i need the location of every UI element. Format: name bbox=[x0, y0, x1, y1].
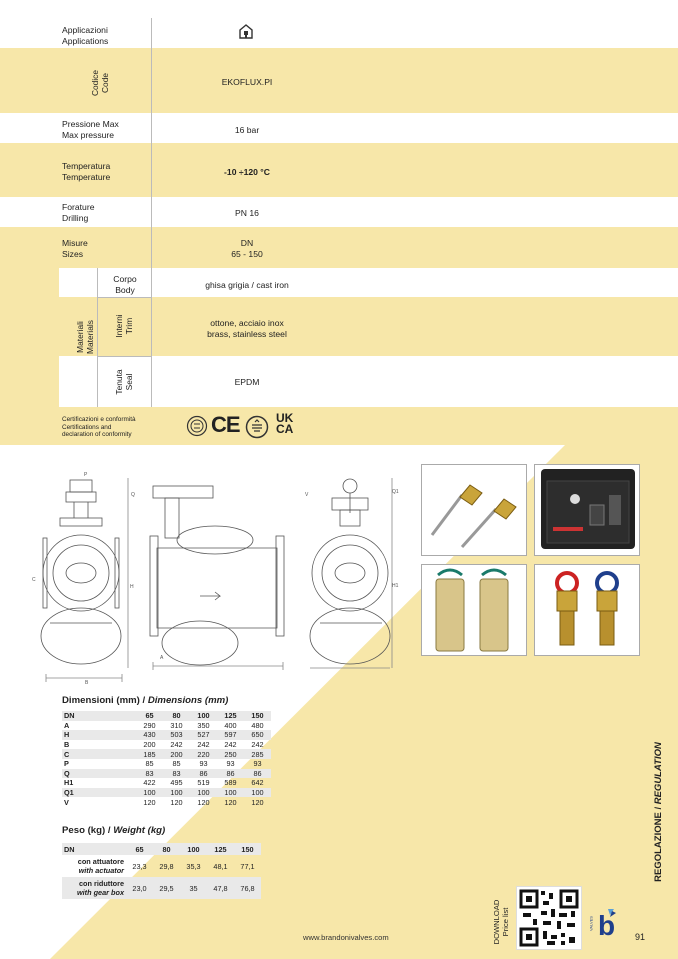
dimensions-row bbox=[62, 778, 271, 788]
dim-label-p: P bbox=[84, 472, 88, 478]
dimensions-cell: 519 bbox=[197, 778, 210, 788]
body-value: ghisa grigia / cast iron bbox=[205, 280, 289, 290]
dimensions-cell: 93 bbox=[199, 759, 208, 769]
page-number: 91 bbox=[635, 932, 646, 942]
dimensions-cell: 83 bbox=[163, 769, 190, 779]
weight-cell: 76,8 bbox=[234, 877, 261, 899]
photo-test-probes bbox=[421, 464, 527, 556]
dimensions-cell: 100 bbox=[244, 788, 271, 798]
dimensions-row bbox=[62, 769, 271, 779]
applications-label: Applicazioni Applications bbox=[62, 25, 109, 46]
qr-code-link[interactable] bbox=[516, 886, 582, 950]
dimensions-cell: 495 bbox=[170, 778, 183, 788]
weight-row-gearbox bbox=[62, 877, 261, 899]
drilling-label: Forature Drilling bbox=[62, 202, 95, 223]
brand-logo-text: VALVES bbox=[588, 916, 594, 931]
dimensions-cell: 100 bbox=[163, 788, 190, 798]
dimensions-cell: 185 bbox=[136, 749, 163, 759]
sizes-label: Misure Sizes bbox=[62, 238, 88, 259]
weight-row-label: con attuatore with actuator bbox=[77, 857, 124, 875]
weight-cell: 23,0 bbox=[126, 877, 153, 899]
trim-value: ottone, acciaio inox brass, stainless steel bbox=[207, 318, 287, 339]
valve-technical-drawing bbox=[40, 468, 405, 688]
weight-header-cell: DN bbox=[62, 843, 126, 855]
dimensions-cell: 480 bbox=[251, 720, 264, 730]
weight-cell: 29,8 bbox=[159, 861, 174, 871]
max-pressure-value: 16 bar bbox=[234, 125, 260, 135]
dimensions-row bbox=[62, 749, 271, 759]
dimensions-cell: 527 bbox=[190, 730, 217, 740]
dimensions-cell: 220 bbox=[190, 749, 217, 759]
photo-test-kit-case bbox=[534, 464, 640, 556]
dimensions-cell: 100 bbox=[136, 788, 163, 798]
qr-code-icon bbox=[517, 887, 581, 949]
dim-label-b: B bbox=[85, 680, 89, 686]
building-icon bbox=[238, 23, 254, 39]
dimensions-cell: 85 bbox=[172, 759, 181, 769]
dimensions-cell: 100 bbox=[190, 788, 217, 798]
weight-cell: 47,8 bbox=[207, 877, 234, 899]
dimensions-row bbox=[62, 797, 271, 807]
dimensions-cell: 200 bbox=[143, 740, 156, 750]
dimensions-cell: 503 bbox=[163, 730, 190, 740]
dimensions-cell: 120 bbox=[224, 797, 237, 807]
dimensions-table bbox=[62, 711, 271, 807]
dimensions-cell: 430 bbox=[136, 730, 163, 740]
weight-row-label: con riduttore with gear box bbox=[62, 877, 126, 899]
dimensions-header-cell: 65 bbox=[136, 711, 163, 721]
dim-label-a: A bbox=[160, 655, 164, 661]
seal-label: Tenuta Seal bbox=[114, 369, 134, 395]
dimensions-row bbox=[62, 740, 271, 750]
dimensions-cell: 120 bbox=[251, 797, 264, 807]
dimensions-cell: 242 bbox=[251, 740, 264, 750]
dim-label-q: Q bbox=[131, 492, 135, 498]
dimensions-title: Dimensioni (mm) / Dimensions (mm) bbox=[62, 695, 229, 706]
dimensions-cell: 86 bbox=[244, 769, 271, 779]
weight-header-row bbox=[62, 843, 261, 855]
dimensions-cell: 242 bbox=[197, 740, 210, 750]
dimensions-header-cell: 80 bbox=[163, 711, 190, 721]
certifications-label: Certificazioni e conformità Certifications and declaration of conformity bbox=[62, 416, 136, 439]
dimensions-header-cell: 100 bbox=[190, 711, 217, 721]
dimensions-cell: 250 bbox=[217, 749, 244, 759]
code-label: Codice Code bbox=[90, 69, 110, 97]
max-pressure-label: Pressione Max Max pressure bbox=[62, 119, 119, 140]
weight-cell: 77,1 bbox=[240, 861, 255, 871]
dimensions-cell: 589 bbox=[224, 778, 237, 788]
dimensions-cell: 642 bbox=[251, 778, 264, 788]
dimensions-header-row bbox=[62, 711, 271, 721]
dimensions-cell: A bbox=[64, 720, 70, 730]
weight-header-cell: 65 bbox=[126, 843, 153, 855]
weight-row-actuator bbox=[62, 855, 261, 877]
dimensions-cell: 200 bbox=[163, 749, 190, 759]
dim-label-v: V bbox=[305, 492, 309, 498]
quality-mark-icon bbox=[186, 415, 208, 437]
dimensions-cell: H bbox=[62, 730, 136, 740]
weight-header-cell: 80 bbox=[153, 843, 180, 855]
dimensions-cell: 120 bbox=[197, 797, 210, 807]
dimensions-cell: 400 bbox=[224, 720, 237, 730]
dimensions-cell: 86 bbox=[217, 769, 244, 779]
weight-cell: 35,3 bbox=[186, 861, 201, 871]
materials-label: Materiali Materials bbox=[75, 320, 95, 354]
dimensions-header-cell: DN bbox=[62, 711, 136, 721]
ukca-mark: UK CA bbox=[276, 411, 294, 436]
weight-cell: 29,5 bbox=[153, 877, 180, 899]
dimensions-cell: 310 bbox=[170, 720, 183, 730]
weight-cell: 35 bbox=[180, 877, 207, 899]
dimensions-cell: 290 bbox=[143, 720, 156, 730]
photo-test-points bbox=[534, 564, 640, 656]
wras-mark-icon bbox=[245, 415, 269, 439]
dimensions-row bbox=[62, 721, 271, 731]
ce-mark: CE bbox=[211, 412, 240, 437]
weight-table bbox=[62, 843, 261, 899]
temperature-value: -10 ÷120 °C bbox=[224, 167, 270, 177]
dimensions-cell: 242 bbox=[170, 740, 183, 750]
dimensions-cell: 93 bbox=[253, 759, 262, 769]
dimensions-cell: P bbox=[64, 759, 69, 769]
dim-label-h: H bbox=[130, 584, 134, 590]
weight-header-cell: 125 bbox=[207, 843, 234, 855]
code-value: EKOFLUX.PI bbox=[221, 77, 273, 87]
website-link[interactable]: www.brandonivalves.com bbox=[303, 933, 389, 942]
weight-cell: 23,3 bbox=[132, 861, 147, 871]
dimensions-cell: 597 bbox=[217, 730, 244, 740]
materials-divider bbox=[97, 268, 98, 407]
dimensions-cell: 422 bbox=[143, 778, 156, 788]
dimensions-cell: V bbox=[64, 797, 69, 807]
download-label: DOWNLOAD Price list bbox=[492, 899, 510, 945]
drilling-value: PN 16 bbox=[235, 208, 259, 218]
materials-hline-1 bbox=[98, 297, 151, 298]
dimensions-cell: 650 bbox=[244, 730, 271, 740]
dimensions-row bbox=[62, 730, 271, 740]
brand-logo-letter: b bbox=[598, 910, 616, 941]
dimensions-row bbox=[62, 788, 271, 798]
dimensions-row bbox=[62, 759, 271, 769]
dimensions-cell: H1 bbox=[64, 778, 74, 788]
dimensions-header-cell: 125 bbox=[217, 711, 244, 721]
trim-label: Interni Trim bbox=[114, 314, 134, 338]
sizes-value: DN 65 - 150 bbox=[231, 238, 263, 259]
temperature-label: Temperatura Temperature bbox=[62, 161, 111, 182]
dimensions-cell: 93 bbox=[226, 759, 235, 769]
dimensions-cell: 83 bbox=[136, 769, 163, 779]
weight-header-cell: 150 bbox=[234, 843, 261, 855]
dimensions-header-cell: 150 bbox=[244, 711, 271, 721]
photo-brass-fittings bbox=[421, 564, 527, 656]
seal-value: EPDM bbox=[234, 377, 260, 387]
dimensions-cell: 100 bbox=[217, 788, 244, 798]
weight-cell: 48,1 bbox=[213, 861, 228, 871]
dimensions-cell: C bbox=[62, 749, 136, 759]
dimensions-cell: Q1 bbox=[62, 788, 136, 798]
body-label: Corpo Body bbox=[113, 274, 137, 295]
section-side-title: REGOLAZIONE / REGULATION bbox=[653, 742, 664, 882]
dimensions-cell: 285 bbox=[244, 749, 271, 759]
dimensions-cell: Q bbox=[62, 769, 136, 779]
materials-hline-2 bbox=[98, 356, 151, 357]
dim-label-q1: Q1 bbox=[392, 489, 399, 495]
weight-title: Peso (kg) / Weight (kg) bbox=[62, 825, 166, 836]
dimensions-cell: 120 bbox=[143, 797, 156, 807]
dimensions-cell: 120 bbox=[170, 797, 183, 807]
dim-label-h1: H1 bbox=[392, 583, 399, 589]
dimensions-cell: 242 bbox=[224, 740, 237, 750]
dimensions-cell: 85 bbox=[145, 759, 154, 769]
dimensions-cell: 86 bbox=[190, 769, 217, 779]
dimensions-cell: B bbox=[64, 740, 70, 750]
dimensions-cell: 350 bbox=[197, 720, 210, 730]
brand-logo bbox=[588, 907, 618, 941]
weight-header-cell: 100 bbox=[180, 843, 207, 855]
dim-label-c: C bbox=[32, 577, 36, 583]
